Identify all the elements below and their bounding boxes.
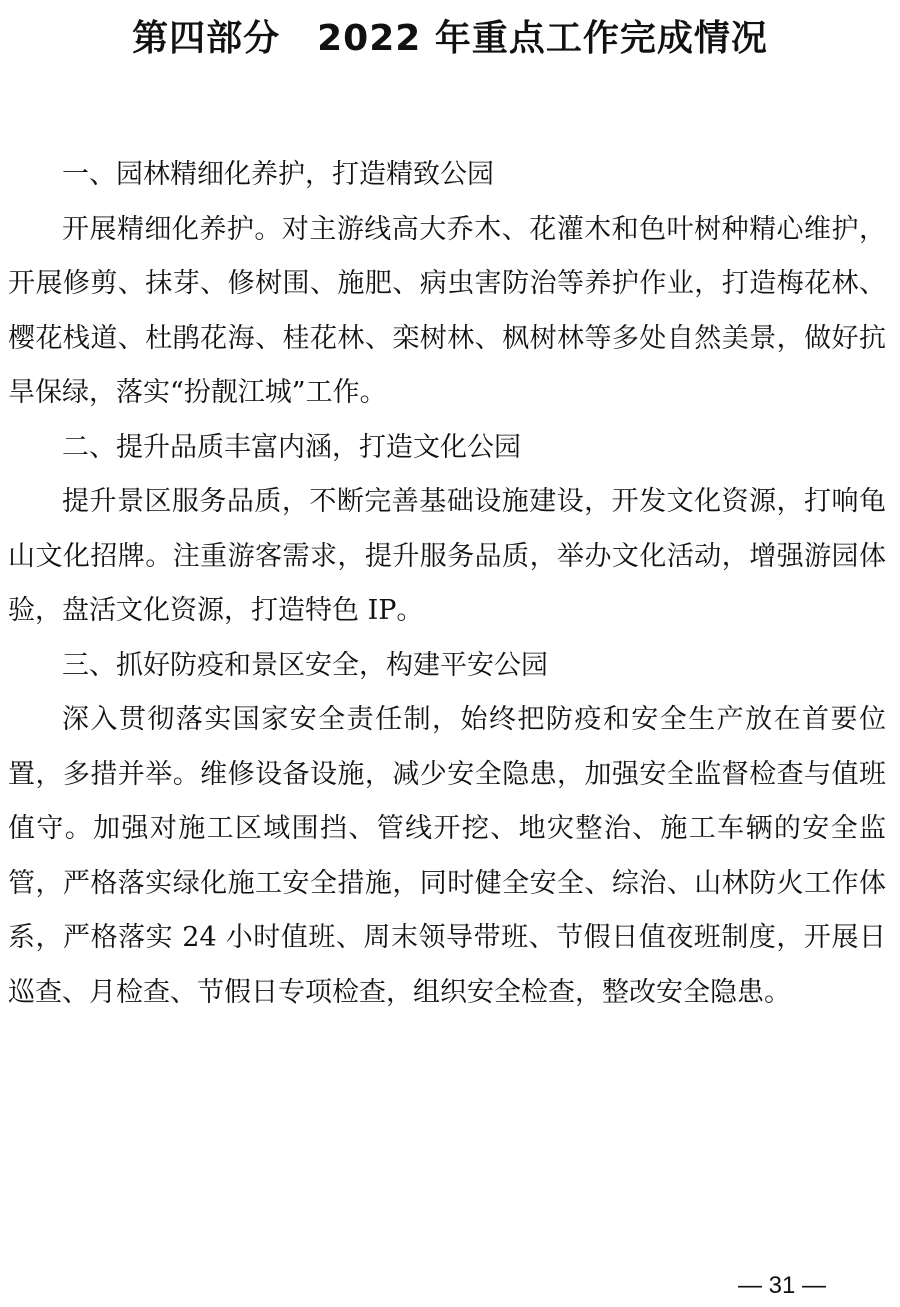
section-heading-2: 二、提升品质丰富内涵，打造文化公园	[62, 431, 521, 463]
section-paragraph-2: 提升景区服务品质，不断完善基础设施建设，开发文化资源，打响龟山文化招牌。注重游客需求，提升服务品质，举办文化活动，增强游园体验，盘活文化资源，打造特色 IP。	[8, 486, 886, 626]
document-body	[8, 148, 886, 1020]
page-title: 第四部分 2022 年重点工作完成情况	[132, 18, 768, 59]
section-paragraph-1: 开展精细化养护。对主游线高大乔木、花灌木和色叶树种精心维护，开展修剪、抹芽、修树围、施肥、病虫害防治等养护作业，打造梅花林、樱花栈道、杜鹃花海、桂花林、栾树林、枫树林等多处自然美景，做好抗旱保绿，落实“扮靓江城”工作。	[8, 213, 886, 408]
section-heading-1: 一、园林精细化养护，打造精致公园	[62, 159, 494, 190]
section-heading-3: 三、抓好防疫和景区安全，构建平安公园	[62, 649, 548, 681]
page-number: — 31 —	[738, 1272, 827, 1299]
section-paragraph-3: 深入贯彻落实国家安全责任制，始终把防疫和安全生产放在首要位置，多措并举。维修设备设施，减少安全隐患，加强安全监督检查与值班值守。加强对施工区域围挡、管线开挖、地灾整治、施工车辆的安全监管，严格落实绿化施工安全措施，同时健全安全、综治、山林防火工作体系，严格落实 24 小时值班、周末领导带班、节假日值夜班制度，开展日巡查、月检查、节假日专项检查，组织安全检查，整改安全隐患。	[8, 704, 886, 1008]
